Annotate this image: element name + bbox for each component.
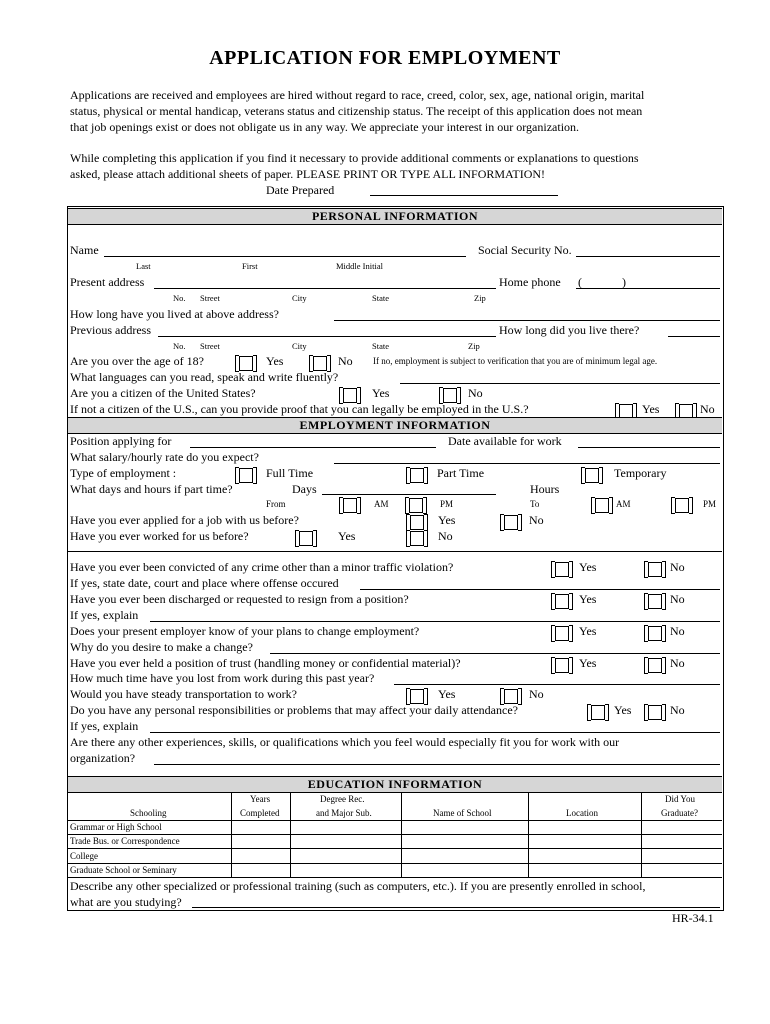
over18-yes-checkbox[interactable] xyxy=(239,356,253,371)
prev-addr-sub-city: City xyxy=(292,341,307,351)
convicted-no-label: No xyxy=(670,560,685,574)
time-lost-field[interactable] xyxy=(394,684,720,685)
intro-line-2: status, physical or mental handicap, veterans status and citizenship status. The receipt of this application does not mean xyxy=(70,104,643,118)
home-phone-label: Home phone xyxy=(499,275,561,289)
edu-row-label: College xyxy=(70,851,98,861)
other-exp-line-1: Are there any other experiences, skills, or qualifications which you feel would especially fit you for work with our xyxy=(70,735,620,749)
form-code: HR-34.1 xyxy=(672,911,714,925)
responsibilities-yes-checkbox[interactable] xyxy=(591,705,605,720)
applied-no-label: No xyxy=(529,513,544,527)
prev-addr-sub-no: No. xyxy=(173,341,186,351)
edu-col-name: Name of School xyxy=(433,808,492,818)
employer-know-no-label: No xyxy=(670,624,685,638)
full-time-label: Full Time xyxy=(266,466,314,480)
edu-row-2-bottom xyxy=(68,848,722,849)
addr-sub-no: No. xyxy=(173,293,186,303)
position-field[interactable] xyxy=(190,447,436,448)
citizen-yes-label: Yes xyxy=(372,386,390,400)
training-line-2: what are you studying? xyxy=(70,895,182,909)
how-long-there-field[interactable] xyxy=(668,336,720,337)
transport-yes-checkbox[interactable] xyxy=(410,689,424,704)
to-pm-checkbox[interactable] xyxy=(675,498,689,513)
date-available-label: Date available for work xyxy=(448,434,562,448)
name-sub-first: First xyxy=(242,261,258,271)
applied-no-checkbox[interactable] xyxy=(504,515,518,530)
transport-yes-label: Yes xyxy=(438,687,456,701)
applied-before-label: Have you ever applied for a job with us before? xyxy=(70,513,299,527)
name-sub-middle: Middle Initial xyxy=(336,261,383,271)
transport-no-checkbox[interactable] xyxy=(504,689,518,704)
convicted-yes-label: Yes xyxy=(579,560,597,574)
explain2-field[interactable] xyxy=(150,732,720,733)
position-label: Position applying for xyxy=(70,434,172,448)
trust-no-checkbox[interactable] xyxy=(648,658,662,673)
to-am-label: AM xyxy=(616,499,631,509)
explain-field[interactable] xyxy=(150,621,720,622)
employer-know-label: Does your present employer know of your plans to change employment? xyxy=(70,624,420,638)
edu-row-label: Trade Bus. or Correspondence xyxy=(70,836,180,846)
page-title: APPLICATION FOR EMPLOYMENT xyxy=(209,47,561,69)
present-address-label: Present address xyxy=(70,275,145,289)
how-long-there-label: How long did you live there? xyxy=(499,323,640,337)
intro-line-1: Applications are received and employees are hired without regard to race, creed, color, sex, age, national origin, marital xyxy=(70,88,645,102)
instructions-line-1: While completing this application if you find it necessary to provide additional comments or explanations to questions xyxy=(70,151,639,165)
prev-addr-sub-zip: Zip xyxy=(468,341,480,351)
citizen-yes-checkbox[interactable] xyxy=(343,388,357,403)
addr-sub-state: State xyxy=(372,293,389,303)
addr-sub-city: City xyxy=(292,293,307,303)
name-label: Name xyxy=(70,243,99,257)
temporary-label: Temporary xyxy=(614,466,667,480)
convicted-no-checkbox[interactable] xyxy=(648,562,662,577)
responsibilities-no-label: No xyxy=(670,703,685,717)
over18-yes-label: Yes xyxy=(266,354,284,368)
salary-label: What salary/hourly rate do you expect? xyxy=(70,450,259,464)
from-pm-checkbox[interactable] xyxy=(409,498,423,513)
days-hours-label: What days and hours if part time? xyxy=(70,482,233,496)
convicted-detail-field[interactable] xyxy=(360,589,720,590)
responsibilities-label: Do you have any personal responsibilities or problems that may affect your daily attendance? xyxy=(70,703,518,717)
worked-before-label: Have you ever worked for us before? xyxy=(70,529,249,543)
date-prepared-label: Date Prepared xyxy=(266,183,335,197)
from-label: From xyxy=(266,499,286,509)
divider-employment xyxy=(68,551,722,552)
to-pm-label: PM xyxy=(703,499,717,509)
date-available-field[interactable] xyxy=(578,447,720,448)
personal-heading: PERSONAL INFORMATION xyxy=(68,208,722,225)
edu-row-label: Graduate School or Seminary xyxy=(70,865,177,875)
trust-yes-label: Yes xyxy=(579,656,597,670)
addr-sub-zip: Zip xyxy=(474,293,486,303)
temporary-checkbox[interactable] xyxy=(585,468,599,483)
discharged-yes-checkbox[interactable] xyxy=(555,594,569,609)
worked-yes-label: Yes xyxy=(338,529,356,543)
proof-label: If not a citizen of the U.S., can you provide proof that you can legally be employed in the U.S.? xyxy=(70,402,529,416)
phone-paren-open: ( xyxy=(578,275,582,289)
addr-sub-street: Street xyxy=(200,293,220,303)
education-heading: EDUCATION INFORMATION xyxy=(68,776,722,793)
edu-col-degree-1: Degree Rec. xyxy=(320,794,365,804)
proof-yes-label: Yes xyxy=(642,402,660,416)
salary-field[interactable] xyxy=(334,463,720,464)
transport-label: Would you have steady transportation to work? xyxy=(70,687,297,701)
employment-type-label: Type of employment : xyxy=(70,466,177,480)
discharged-label: Have you ever been discharged or requested to resign from a position? xyxy=(70,592,409,606)
citizen-no-checkbox[interactable] xyxy=(443,388,457,403)
prev-addr-sub-state: State xyxy=(372,341,389,351)
edu-col-divider-5 xyxy=(641,792,642,877)
how-long-above-label: How long have you lived at above address? xyxy=(70,307,279,321)
convicted-detail-label: If yes, state date, court and place where offense occured xyxy=(70,576,339,590)
name-field[interactable] xyxy=(104,256,466,257)
proof-no-label: No xyxy=(700,402,715,416)
applied-yes-checkbox[interactable] xyxy=(410,515,424,530)
previous-address-label: Previous address xyxy=(70,323,151,337)
trust-yes-checkbox[interactable] xyxy=(555,658,569,673)
edu-row-3-bottom xyxy=(68,863,722,864)
edu-row-1-bottom xyxy=(68,834,722,835)
edu-col-degree-2: and Major Sub. xyxy=(316,808,372,818)
citizen-no-label: No xyxy=(468,386,483,400)
training-line-1: Describe any other specialized or professional training (such as computers, etc.). If you are presently enrolled in school, xyxy=(70,879,646,893)
over18-no-checkbox[interactable] xyxy=(313,356,327,371)
date-prepared-field[interactable] xyxy=(370,195,558,196)
over18-no-label: No xyxy=(338,354,353,368)
to-label: To xyxy=(530,499,540,509)
trust-no-label: No xyxy=(670,656,685,670)
employment-heading: EMPLOYMENT INFORMATION xyxy=(68,417,722,434)
languages-label: What languages can you read, speak and write fluently? xyxy=(70,370,339,384)
present-address-field[interactable] xyxy=(154,288,496,289)
edu-header-bottom xyxy=(68,820,722,821)
edu-col-location: Location xyxy=(566,808,598,818)
employer-know-yes-label: Yes xyxy=(579,624,597,638)
edu-row-label: Grammar or High School xyxy=(70,822,162,832)
ssn-field[interactable] xyxy=(576,256,720,257)
over18-note: If no, employment is subject to verification that you are of minimum legal age. xyxy=(373,356,658,366)
employer-know-yes-checkbox[interactable] xyxy=(555,626,569,641)
responsibilities-no-checkbox[interactable] xyxy=(648,705,662,720)
transport-no-label: No xyxy=(529,687,544,701)
explain-label: If yes, explain xyxy=(70,608,139,622)
explain2-label: If yes, explain xyxy=(70,719,139,733)
edu-col-grad-2: Graduate? xyxy=(661,808,698,818)
over18-label: Are you over the age of 18? xyxy=(70,354,204,368)
responsibilities-yes-label: Yes xyxy=(614,703,632,717)
citizen-label: Are you a citizen of the United States? xyxy=(70,386,256,400)
discharged-no-label: No xyxy=(670,592,685,606)
why-change-field[interactable] xyxy=(270,653,720,654)
to-am-checkbox[interactable] xyxy=(595,498,609,513)
how-long-above-field[interactable] xyxy=(334,320,720,321)
languages-field[interactable] xyxy=(400,383,720,384)
from-pm-label: PM xyxy=(440,499,454,509)
edu-col-schooling: Schooling xyxy=(130,808,167,818)
hours-label: Hours xyxy=(530,482,560,496)
discharged-yes-label: Yes xyxy=(579,592,597,606)
why-change-label: Why do you desire to make a change? xyxy=(70,640,253,654)
convicted-label: Have you ever been convicted of any crime other than a minor traffic violation? xyxy=(70,560,454,574)
discharged-no-checkbox[interactable] xyxy=(648,594,662,609)
home-phone-field[interactable] xyxy=(576,288,720,289)
trust-label: Have you ever held a position of trust (handling money or confidential material)? xyxy=(70,656,461,670)
part-time-checkbox[interactable] xyxy=(410,468,424,483)
previous-address-field[interactable] xyxy=(158,336,496,337)
prev-addr-sub-street: Street xyxy=(200,341,220,351)
from-am-label: AM xyxy=(374,499,389,509)
edu-row-4-bottom xyxy=(68,877,722,878)
days-field[interactable] xyxy=(322,494,496,495)
instructions-line-2: asked, please attach additional sheets of paper. PLEASE PRINT OR TYPE ALL INFORMATION! xyxy=(70,167,546,181)
edu-col-divider-2 xyxy=(290,792,291,877)
worked-yes-checkbox[interactable] xyxy=(299,531,313,546)
edu-col-divider-4 xyxy=(528,792,529,877)
applied-yes-label: Yes xyxy=(438,513,456,527)
convicted-yes-checkbox[interactable] xyxy=(555,562,569,577)
phone-paren-close: ) xyxy=(622,275,626,289)
edu-col-divider-1 xyxy=(231,792,232,877)
days-label: Days xyxy=(292,482,317,496)
edu-col-divider-3 xyxy=(401,792,402,877)
edu-col-years-2: Completed xyxy=(240,808,280,818)
time-lost-label: How much time have you lost from work during this past year? xyxy=(70,671,375,685)
ssn-label: Social Security No. xyxy=(478,243,572,257)
worked-no-checkbox[interactable] xyxy=(410,531,424,546)
intro-line-3: that job openings exist or does not obligate us in any way. We appreciate your interest in our organization. xyxy=(70,120,580,134)
name-sub-last: Last xyxy=(136,261,151,271)
full-time-checkbox[interactable] xyxy=(239,468,253,483)
employer-know-no-checkbox[interactable] xyxy=(648,626,662,641)
from-am-checkbox[interactable] xyxy=(343,498,357,513)
worked-no-label: No xyxy=(438,529,453,543)
edu-col-grad-1: Did You xyxy=(665,794,696,804)
training-field[interactable] xyxy=(192,907,720,908)
part-time-label: Part Time xyxy=(437,466,485,480)
other-exp-field[interactable] xyxy=(154,764,720,765)
other-exp-line-2: organization? xyxy=(70,751,136,765)
edu-col-years-1: Years xyxy=(250,794,271,804)
